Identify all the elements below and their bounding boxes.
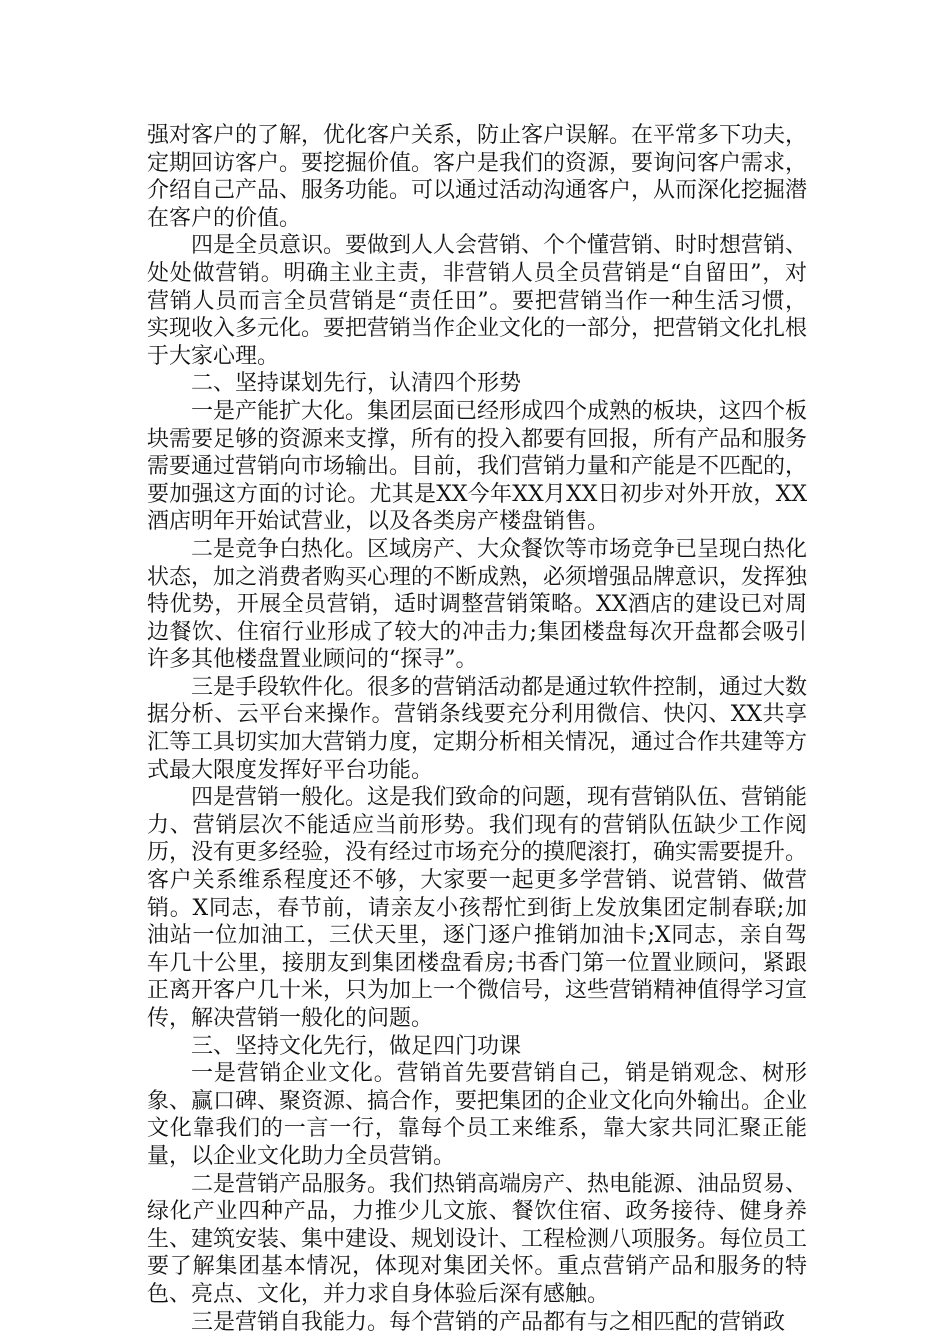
section-heading: 二、坚持谋划先行，认清四个形势 bbox=[191, 371, 522, 397]
paragraph: 二是营销产品服务。我们热销高端房产、热电能源、油品贸易、绿化产业四种产品，力推少儿文旅、餐饮住宿、政务接待、健身养生、建筑安装、集中建设、规划设计、工程检测八项服务。每位员工要了解集团基本情况，体现对集团关怀。重点营销产品和服务的特色、亮点、文化，并力求自身体验后深有感触。 bbox=[147, 1171, 808, 1307]
paragraph: 四是营销一般化。这是我们致命的问题，现有营销队伍、营销能力、营销层次不能适应当前形势。我们现有的营销队伍缺少工作阅历，没有更多经验，没有经过市场充分的摸爬滚打，确实需要提升。客户关系维系程度还不够，大家要一起更多学营销、说营销、做营销。X同志，春节前，请亲友小孩帮忙到街上发放集团定制春联;加油站一位加油工，三伏天里，逐门逐户推销加油卡;X同志，亲自驾车几十公里，接朋友到集团楼盘看房;书香门第一位置业顾问，紧跟正离开客户几十米，只为加上一个微信号，这些营销精神值得学习宣传，解决营销一般化的问题。 bbox=[147, 785, 808, 1031]
paragraph: 一是营销企业文化。营销首先要营销自己，销是销观念、树形象、赢口碑、聚资源、搞合作，要把集团的企业文化向外输出。企业文化靠我们的一言一行，靠每个员工来维系，靠大家共同汇聚正能量，以企业文化助力全员营销。 bbox=[147, 1061, 808, 1169]
paragraph: 二是竞争白热化。区域房产、大众餐饮等市场竞争已呈现白热化状态，加之消费者购买心理的不断成熟，必须增强品牌意识，发挥独特优势，开展全员营销，适时调整营销策略。XX酒店的建设已对周边餐饮、住宿行业形成了较大的冲击力;集团楼盘每次开盘都会吸引许多其他楼盘置业顾问的“探寻”。 bbox=[147, 536, 808, 673]
section-heading: 三、坚持文化先行，做足四门功课 bbox=[191, 1033, 522, 1059]
document-body bbox=[147, 122, 807, 1336]
paragraph: 四是全员意识。要做到人人会营销、个个懂营销、时时想营销、处处做营销。明确主业主责，非营销人员全员营销是“自留田”，对营销人员而言全员营销是“责任田”。要把营销当作一种生活习惯，实现收入多元化。要把营销当作企业文化的一部分，把营销文化扎根于大家心理。 bbox=[147, 233, 808, 369]
paragraph: 一是产能扩大化。集团层面已经形成四个成熟的板块，这四个板块需要足够的资源来支撑，所有的投入都要有回报，所有产品和服务需要通过营销向市场输出。目前，我们营销力量和产能是不匹配的，要加强这方面的讨论。尤其是XX今年XX月XX日初步对外开放，XX酒店明年开始试营业，以及各类房产楼盘销售。 bbox=[147, 398, 808, 535]
paragraph: 强对客户的了解，优化客户关系，防止客户误解。在平常多下功夫，定期回访客户。要挖掘价值。客户是我们的资源，要询问客户需求，介绍自己产品、服务功能。可以通过活动沟通客户，从而深化挖掘潜在客户的价值。 bbox=[147, 123, 808, 231]
paragraph: 三是营销自我能力。每个营销的产品都有与之相匹配的营销政 bbox=[191, 1309, 786, 1335]
paragraph: 三是手段软件化。很多的营销活动都是通过软件控制，通过大数据分析、云平台来操作。营销条线要充分利用微信、快闪、XX共享汇等工具切实加大营销力度，定期分析相关情况，通过合作共建等方式最大限度发挥好平台功能。 bbox=[147, 674, 808, 783]
